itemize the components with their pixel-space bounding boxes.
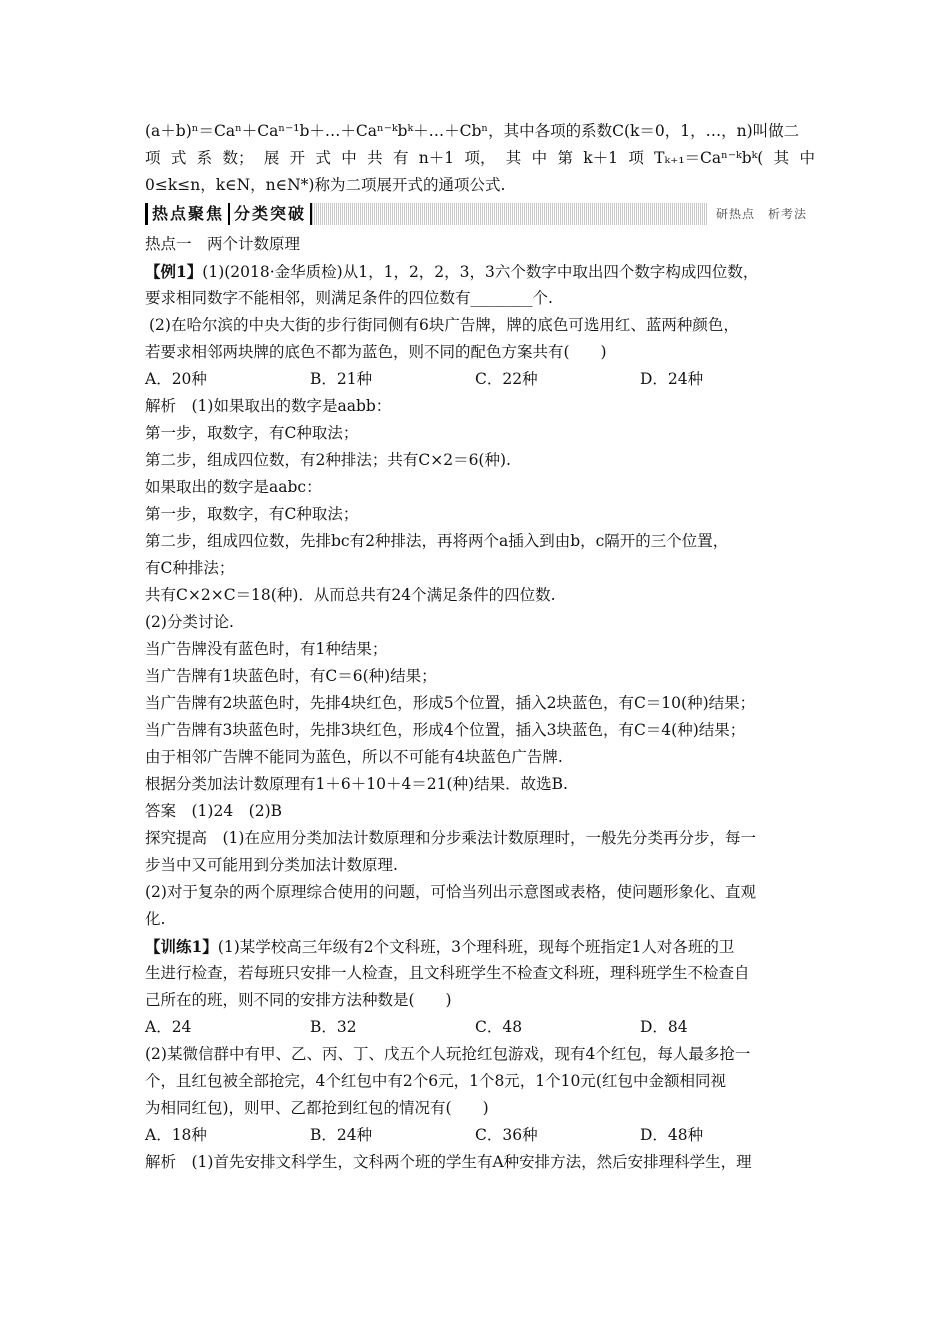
intro-line-2-part: 式 [170,149,187,167]
solution-line: 共有C×2×C＝18(种)．从而总共有24个满足条件的四位数. [145,586,556,604]
intro-line-1: (a＋b)ⁿ＝Caⁿ＋Caⁿ⁻¹b＋…＋Caⁿ⁻ᵏbᵏ＋…＋Cbⁿ，其中各项的系数C(k＝0，1，…，n)叫做二 [145,122,800,140]
intro-line-2-part: 中 [531,149,548,167]
training-1-q2-line-1: (2)某微信群中有甲、乙、丙、丁、戊五个人玩抢红包游戏，现有4个红包，每人最多抢一 [145,1045,751,1063]
solution-line: 由于相邻广告牌不能同为蓝色，所以不可能有4块蓝色广告牌. [145,748,563,766]
intro-line-2-part: 共 [367,149,383,167]
solution-line: 第一步，取数字，有C种取法； [145,505,359,523]
intro-line-2-part: 数； [222,149,254,167]
training-1-solution-line: 解析 (1)首先安排文科学生，文科两个班的学生有A种安排方法，然后安排理科学生，理 [145,1153,752,1171]
insight-line: (2)对于复杂的两个原理综合使用的问题，可恰当列出示意图或表格，使问题形象化、直观 [145,883,756,901]
banner-title-1: 热点聚焦 [148,203,228,225]
example-1-q1-line-2: 要求相同数字不能相邻，则满足条件的四位数有________个. [145,289,553,307]
option-d: D．48种 [640,1126,704,1144]
intro-line-2 [145,145,815,172]
section-banner [145,203,815,225]
solution-line: 当广告牌有3块蓝色时，先排3块红色，形成4个位置，插入3块蓝色，有C＝4(种)结果； [145,721,746,739]
solution-line: 第二步，组成四位数，先排bc有2种排法，再将两个a插入到由b，c隔开的三个位置， [145,532,729,550]
solution-line: 第二步，组成四位数，有2种排法；共有C×2＝6(种). [145,451,511,469]
solution-line: 有C种排法； [145,559,235,577]
solution-line: 根据分类加法计数原理有1＋6＋10＋4＝21(种)结果．故选B. [145,775,568,793]
training-1-q1-line-2: 生进行检查，若每班只安排一人检查，且文科班学生不检查文科班，理科班学生不检查自 [145,964,750,982]
intro-line-2-part: 项， [464,149,496,167]
intro-line-2-part: 项 [145,149,161,167]
intro-line-2-part: 其 [505,149,522,167]
training-1-options-2 [145,1122,815,1149]
intro-line-2-part: 中 [799,149,815,167]
solution-line: 如果取出的数字是aabc： [145,478,322,496]
intro-line-2-part: 开 [289,149,306,167]
training-1-q1-line-3: 己所在的班，则不同的安排方法种数是( ) [145,991,452,1009]
option-d: D．84 [640,1018,688,1036]
example-1-q2-line-2: 若要求相邻两块牌的底色不都为蓝色，则不同的配色方案共有( ) [145,343,607,361]
solution-line: (2)分类讨论. [145,613,234,631]
option-c: C．22种 [475,370,538,388]
example-1-label: 【例1】 [145,262,203,281]
insight-line: 化. [145,910,166,928]
intro-line-2-part: k＋1 [583,149,619,167]
solution-line: 当广告牌没有蓝色时，有1种结果； [145,640,388,658]
option-b: B．32 [310,1018,357,1036]
intro-line-2-part: n＋1 [418,149,455,167]
training-1-label: 【训练1】 [145,937,218,956]
intro-line-2-part: 其 [773,149,790,167]
training-1-options-1 [145,1014,815,1041]
example-1-options [145,366,815,393]
banner-subtitle: 研热点 析考法 [708,203,815,225]
solution-line: 当广告牌有1块蓝色时，有C＝6(种)结果； [145,667,437,685]
banner-title-2: 分类突破 [230,203,310,225]
example-1-q1-line-1: 【例1】(1)(2018·金华质检)从1，1，2，2，3，3六个数字中取出四个数字构成四位数， [145,262,759,281]
intro-line-2-part: 有 [392,149,409,167]
intro-line-2-part: 第 [557,149,573,167]
intro-line-2-part: 系 [196,149,213,167]
option-b: B．21种 [310,370,373,388]
option-a: A．18种 [145,1126,207,1144]
insight-line: 探究提高 (1)在应用分类加法计数原理和分步乘法计数原理时，一般先分类再分步，每一 [145,829,756,847]
intro-line-2-part: 展 [263,149,280,167]
insight-line: 步当中又可能用到分类加法计数原理. [145,856,398,874]
solution-line: 解析 (1)如果取出的数字是aabb： [145,397,392,415]
intro-line-2-part: Tₖ₊₁＝Caⁿ⁻ᵏbᵏ( [654,149,764,167]
option-c: C．36种 [475,1126,538,1144]
option-a: A．20种 [145,370,207,388]
answer-line: 答案 (1)24 (2)B [145,802,283,820]
intro-line-2-part: 中 [341,149,357,167]
solution-line: 第一步，取数字，有C种取法； [145,424,359,442]
training-1-q1-line-1: 【训练1】(1)某学校高三年级有2个文科班，3个理科班，现每个班指定1人对各班的卫 [145,937,735,956]
solution-line: 当广告牌有2块蓝色时，先排4块红色，形成5个位置，插入2块蓝色，有C＝10(种)结果； [145,694,756,712]
example-1-q2-line-1: (2)在哈尔滨的中央大街的步行街同侧有6块广告牌，牌的底色可选用红、蓝两种颜色， [149,316,739,334]
training-1-q2-line-3: 为相同红包)，则甲、乙都抢到红包的情况有( ) [145,1099,489,1117]
intro-line-2-part: 项 [628,149,644,167]
option-b: B．24种 [310,1126,373,1144]
intro-line-3: 0≤k≤n，k∈N，n∈N*)称为二项展开式的通项公式. [145,176,506,194]
option-d: D．24种 [640,370,704,388]
training-1-q2-line-2: 个，且红包被全部抢完，4个红包中有2个6元，1个8元，1个10元(红包中金额相同视 [145,1072,726,1090]
document-page [145,118,815,1176]
option-a: A．24 [145,1018,192,1036]
hotspot-heading: 热点一 两个计数原理 [145,235,301,253]
option-c: C．48 [475,1018,523,1036]
solution-1 [145,393,815,933]
intro-line-2-part: 式 [315,149,331,167]
